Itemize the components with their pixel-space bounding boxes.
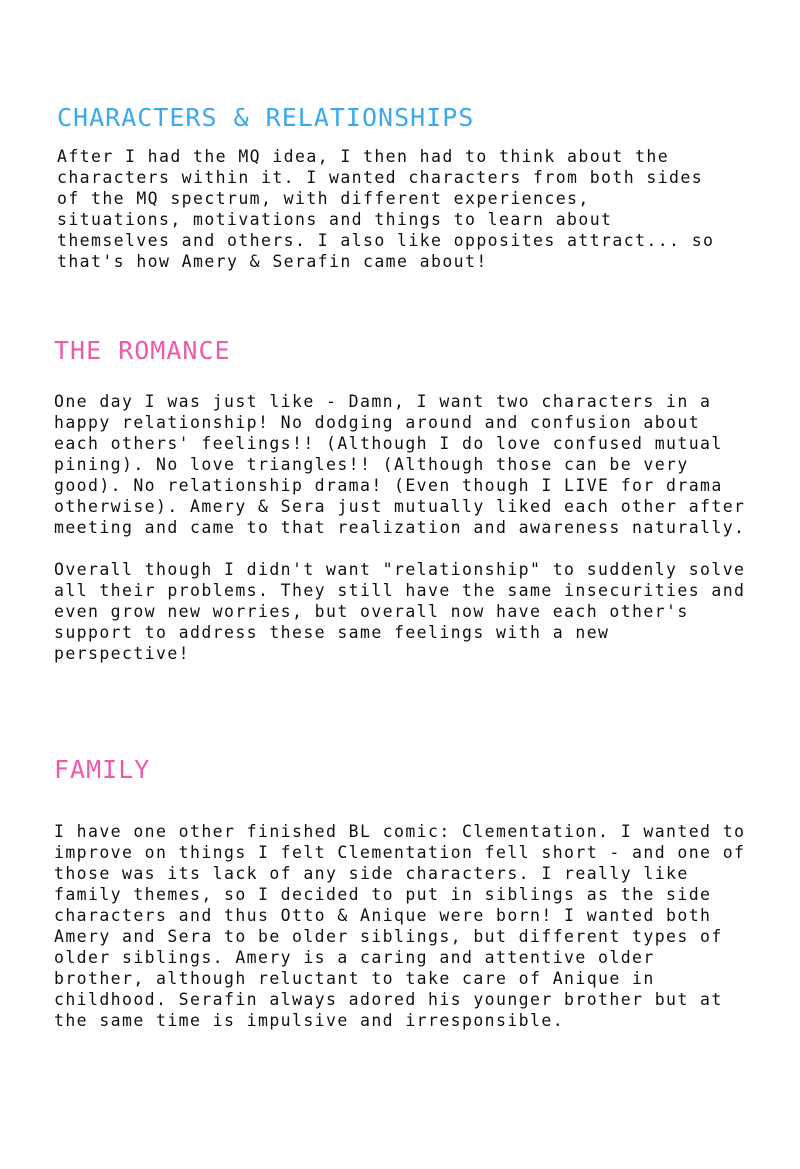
heading-family: FAMILY	[54, 755, 151, 784]
heading-the-romance: THE ROMANCE	[54, 336, 231, 365]
paragraph-the-romance-2: Overall though I didn't want "relationship" to suddenly solve all their problems. They still have the same insecurities and even grow new worries, but overall now have each other's support to address these same feelings with a new perspective!	[54, 560, 746, 663]
heading-characters-relationships: CHARACTERS & RELATIONSHIPS	[57, 103, 475, 132]
paragraph-the-romance-1: One day I was just like - Damn, I want two characters in a happy relationship! No dodging around and confusion about each others' feelings!! (Although I do love confused mutual pining). No love triangles!! (Although those can be very good). No relationship drama! (Even though I LIVE for drama otherwise). Amery & Sera just mutually liked each other after meeting and came to that realization and awareness naturally.	[54, 392, 746, 537]
paragraph-family: I have one other finished BL comic: Clementation. I wanted to improve on things I felt Clementation fell short - and one of those was its lack of any side characters. I really like family themes, so I decided to put in siblings as the side characters and thus Otto & Anique were born! I wanted both Amery and Sera to be older siblings, but different types of older siblings. Amery is a caring and attentive older brother, although reluctant to take care of Anique in childhood. Serafin always adored his younger brother but at the same time is impulsive and irresponsible.	[54, 822, 746, 1030]
paragraph-characters-relationships: After I had the MQ idea, I then had to think about the characters within it. I wanted characters from both sides of the MQ spectrum, with different experiences, situations, motivations and things to learn about themselves and others. I also like opposites attract... so that's how Amery & Serafin came about!	[57, 147, 715, 271]
